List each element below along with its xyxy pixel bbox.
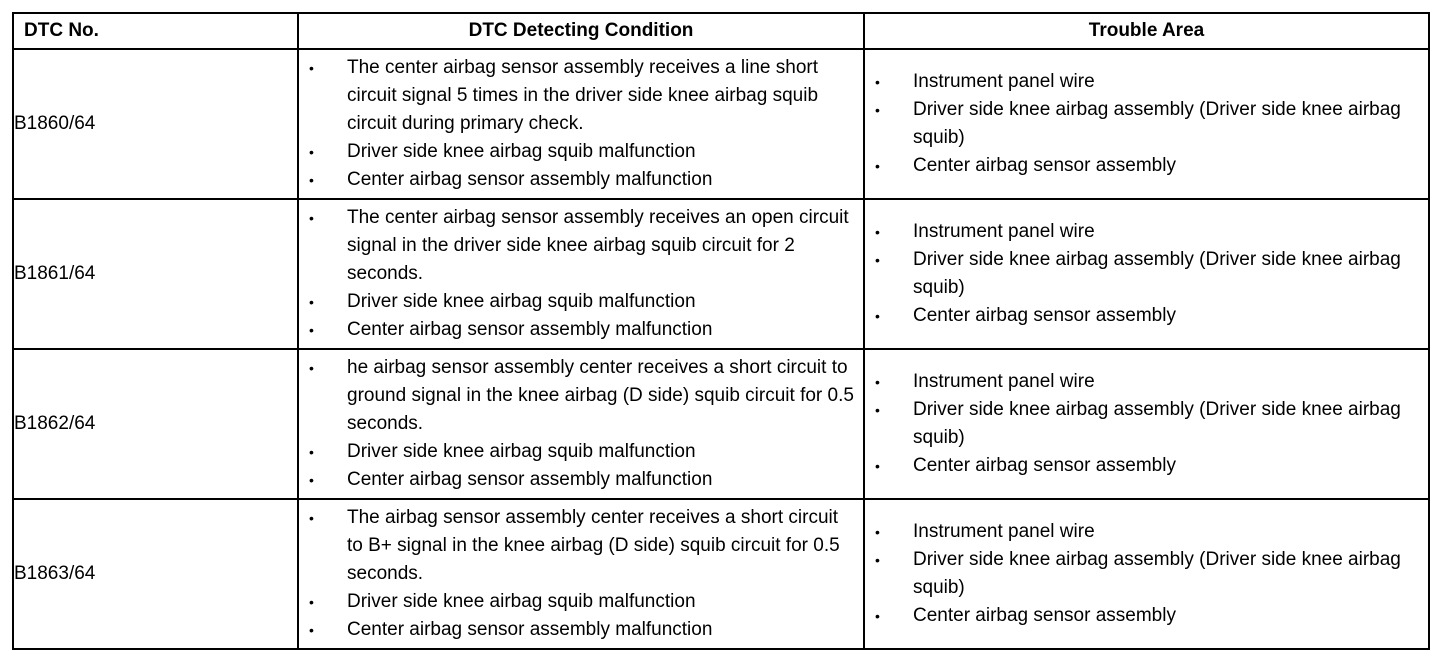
trouble-area-item: • Driver side knee airbag assembly (Driver side knee airbag squib) (865, 246, 1428, 302)
condition-cell (298, 199, 864, 349)
trouble-area-cell (864, 499, 1429, 649)
trouble-area-list (865, 518, 1428, 630)
trouble-area-cell (864, 349, 1429, 499)
condition-item: • Driver side knee airbag squib malfunction (299, 288, 863, 316)
dtc-code-cell: B1861/64 (13, 199, 298, 349)
trouble-area-item: • Driver side knee airbag assembly (Driver side knee airbag squib) (865, 396, 1428, 452)
condition-cell (298, 499, 864, 649)
condition-cell (298, 349, 864, 499)
trouble-area-list (865, 218, 1428, 330)
condition-item: • The center airbag sensor assembly receives an open circuit signal in the driver side knee airbag squib circuit for 2 seconds. (299, 204, 863, 288)
table-row (13, 49, 1429, 199)
trouble-area-item: • Center airbag sensor assembly (865, 452, 1428, 480)
trouble-area-item: • Instrument panel wire (865, 68, 1428, 96)
trouble-area-item: • Instrument panel wire (865, 518, 1428, 546)
table-row (13, 349, 1429, 499)
dtc-code-cell: B1860/64 (13, 49, 298, 199)
trouble-area-cell (864, 199, 1429, 349)
table-header-row (13, 13, 1429, 49)
table-row (13, 499, 1429, 649)
trouble-area-item: • Instrument panel wire (865, 368, 1428, 396)
dtc-code-cell: B1862/64 (13, 349, 298, 499)
trouble-area-list (865, 68, 1428, 180)
condition-item: • Driver side knee airbag squib malfunction (299, 588, 863, 616)
trouble-area-list (865, 368, 1428, 480)
dtc-code-cell: B1863/64 (13, 499, 298, 649)
condition-item: • he airbag sensor assembly center receives a short circuit to ground signal in the knee airbag (D side) squib circuit for 0.5 seconds. (299, 354, 863, 438)
dtc-table (12, 12, 1430, 650)
condition-item: • The airbag sensor assembly center receives a short circuit to B+ signal in the knee airbag (D side) squib circuit for 0.5 seconds. (299, 504, 863, 588)
condition-item: • Driver side knee airbag squib malfunction (299, 138, 863, 166)
condition-list (299, 204, 863, 344)
header-dtc-no: DTC No. (13, 13, 298, 49)
condition-item: • Center airbag sensor assembly malfunction (299, 166, 863, 194)
trouble-area-item: • Center airbag sensor assembly (865, 602, 1428, 630)
condition-item: • Driver side knee airbag squib malfunction (299, 438, 863, 466)
condition-item: • Center airbag sensor assembly malfunction (299, 316, 863, 344)
condition-cell (298, 49, 864, 199)
header-trouble-area: Trouble Area (864, 13, 1429, 49)
condition-item: • Center airbag sensor assembly malfunction (299, 466, 863, 494)
trouble-area-item: • Instrument panel wire (865, 218, 1428, 246)
condition-item: • Center airbag sensor assembly malfunction (299, 616, 863, 644)
trouble-area-item: • Driver side knee airbag assembly (Driver side knee airbag squib) (865, 546, 1428, 602)
trouble-area-cell (864, 49, 1429, 199)
trouble-area-item: • Driver side knee airbag assembly (Driver side knee airbag squib) (865, 96, 1428, 152)
condition-list (299, 54, 863, 194)
table-row (13, 199, 1429, 349)
header-detecting-condition: DTC Detecting Condition (298, 13, 864, 49)
condition-list (299, 504, 863, 644)
condition-item: • The center airbag sensor assembly receives a line short circuit signal 5 times in the driver side knee airbag squib circuit during primary check. (299, 54, 863, 138)
condition-list (299, 354, 863, 494)
trouble-area-item: • Center airbag sensor assembly (865, 302, 1428, 330)
trouble-area-item: • Center airbag sensor assembly (865, 152, 1428, 180)
